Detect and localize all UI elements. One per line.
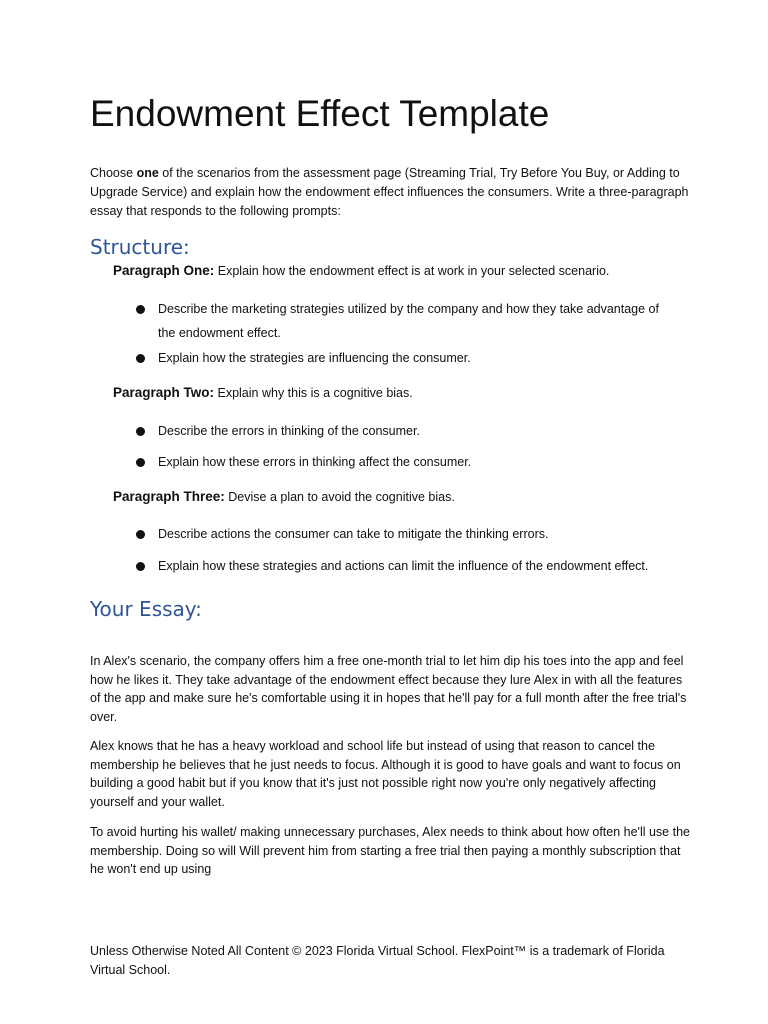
list-item: [136, 522, 676, 546]
list-item: [136, 346, 676, 370]
list-item-text: Describe the errors in thinking of the consumer.: [158, 424, 420, 438]
bullet-icon: [136, 530, 145, 539]
essay-heading: Your Essay:: [90, 597, 202, 621]
paragraph-three-prompt: [113, 488, 455, 506]
paragraph-two-prompt: [113, 384, 413, 402]
paragraph-one-text: Explain how the endowment effect is at work in your selected scenario.: [214, 264, 610, 278]
bullet-icon: [136, 305, 145, 314]
list-item: [136, 554, 676, 578]
bullet-icon: [136, 354, 145, 363]
structure-heading: Structure:: [90, 235, 190, 259]
list-item-text: Explain how these strategies and actions can limit the influence of the endowment effect.: [158, 559, 649, 573]
list-item: [136, 297, 676, 345]
list-item-text: Describe the marketing strategies utilized by the company and how they take advantage of the endowment effect.: [158, 302, 659, 340]
list-item-text: Explain how the strategies are influencing the consumer.: [158, 351, 471, 365]
paragraph-three-label: Paragraph Three:: [113, 489, 225, 504]
essay-paragraph: Alex knows that he has a heavy workload and school life but instead of using that reason to cancel the membership he believes that he just needs to focus. Although it is good to have goals and want to focus on building a good habit but if you know that it's just not possible right now you're only negatively affecting yourself and your wallet.: [90, 739, 681, 809]
paragraph-two-text: Explain why this is a cognitive bias.: [214, 386, 413, 400]
list-item-text: Explain how these errors in thinking affect the consumer.: [158, 455, 472, 469]
essay-paragraph: To avoid hurting his wallet/ making unnecessary purchases, Alex needs to think about how often he'll use the membership. Doing so will Will prevent him from starting a free trial then paying a monthly subscription that he won't end up using: [90, 825, 690, 877]
list-item: [136, 419, 676, 443]
intro-after: of the scenarios from the assessment page (Streaming Trial, Try Before You Buy, or Adding to Upgrade Service) and explain how the endowment effect influences the consumers. Write a three-paragraph essay that responds to the following prompts:: [90, 166, 689, 218]
page-title: Endowment Effect Template: [90, 93, 550, 134]
bullet-icon: [136, 458, 145, 467]
essay-paragraph: In Alex's scenario, the company offers him a free one-month trial to let him dip his toes into the app and feel how he likes it. They take advantage of the endowment effect because they lure Alex in with all the features of the app and make sure he's comfortable using it in hopes that he'll pay for a full month after the free trial's over.: [90, 654, 687, 724]
intro-text: [90, 164, 690, 221]
intro-before: Choose: [90, 166, 137, 180]
paragraph-one-label: Paragraph One:: [113, 263, 215, 278]
bullet-icon: [136, 562, 145, 571]
intro-emphasis: one: [136, 166, 159, 180]
list-item: [136, 450, 676, 474]
bullet-icon: [136, 427, 145, 436]
paragraph-one-prompt: [113, 262, 609, 280]
copyright-footer: Unless Otherwise Noted All Content © 2023 Florida Virtual School. FlexPoint™ is a trademark of Florida Virtual School.: [90, 944, 665, 977]
paragraph-two-label: Paragraph Two:: [113, 385, 215, 400]
paragraph-three-text: Devise a plan to avoid the cognitive bias.: [224, 490, 455, 504]
list-item-text: Describe actions the consumer can take to mitigate the thinking errors.: [158, 527, 549, 541]
